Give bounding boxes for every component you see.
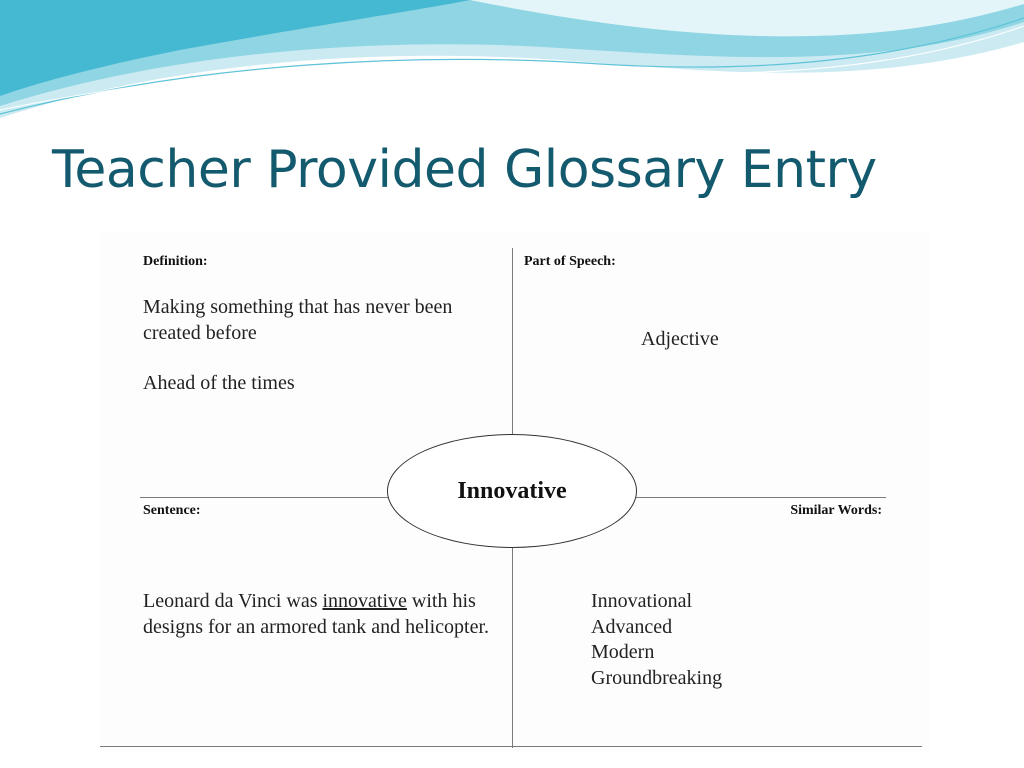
sentence-label: Sentence:	[143, 503, 201, 518]
similar-word-item: Innovational	[591, 590, 693, 612]
similar-words-list	[591, 589, 722, 691]
definition-text	[143, 295, 503, 397]
horizontal-divider-left	[140, 497, 388, 498]
frayer-model	[100, 232, 930, 752]
definition-line-2: Ahead of the times	[143, 372, 295, 394]
similar-word-item: Advanced	[591, 615, 673, 638]
similar-word-item: Groundbreaking	[591, 666, 723, 689]
sentence-term-underlined: innovative	[322, 590, 407, 612]
definition-line-1: Making something that has never been created before	[143, 296, 453, 344]
slide-title: Teacher Provided Glossary Entry	[52, 140, 877, 200]
header-wave-decoration	[0, 0, 1024, 130]
similar-words-label: Similar Words:	[790, 503, 882, 518]
part-of-speech-label: Part of Speech:	[524, 254, 616, 269]
part-of-speech-value: Adjective	[641, 328, 719, 350]
bottom-border	[100, 746, 922, 747]
sentence-before: Leonard da Vinci was	[143, 590, 323, 612]
sentence-after: with his designs for an armored tank and helicopter.	[143, 590, 489, 638]
sentence-text	[143, 589, 493, 640]
definition-label: Definition:	[143, 254, 208, 269]
similar-word-item: Modern	[591, 641, 655, 663]
vertical-divider-top	[512, 248, 513, 434]
center-word-ellipse	[387, 434, 637, 548]
horizontal-divider-right	[636, 497, 886, 498]
center-word: Innovative	[457, 477, 567, 504]
vertical-divider-bottom	[512, 548, 513, 748]
